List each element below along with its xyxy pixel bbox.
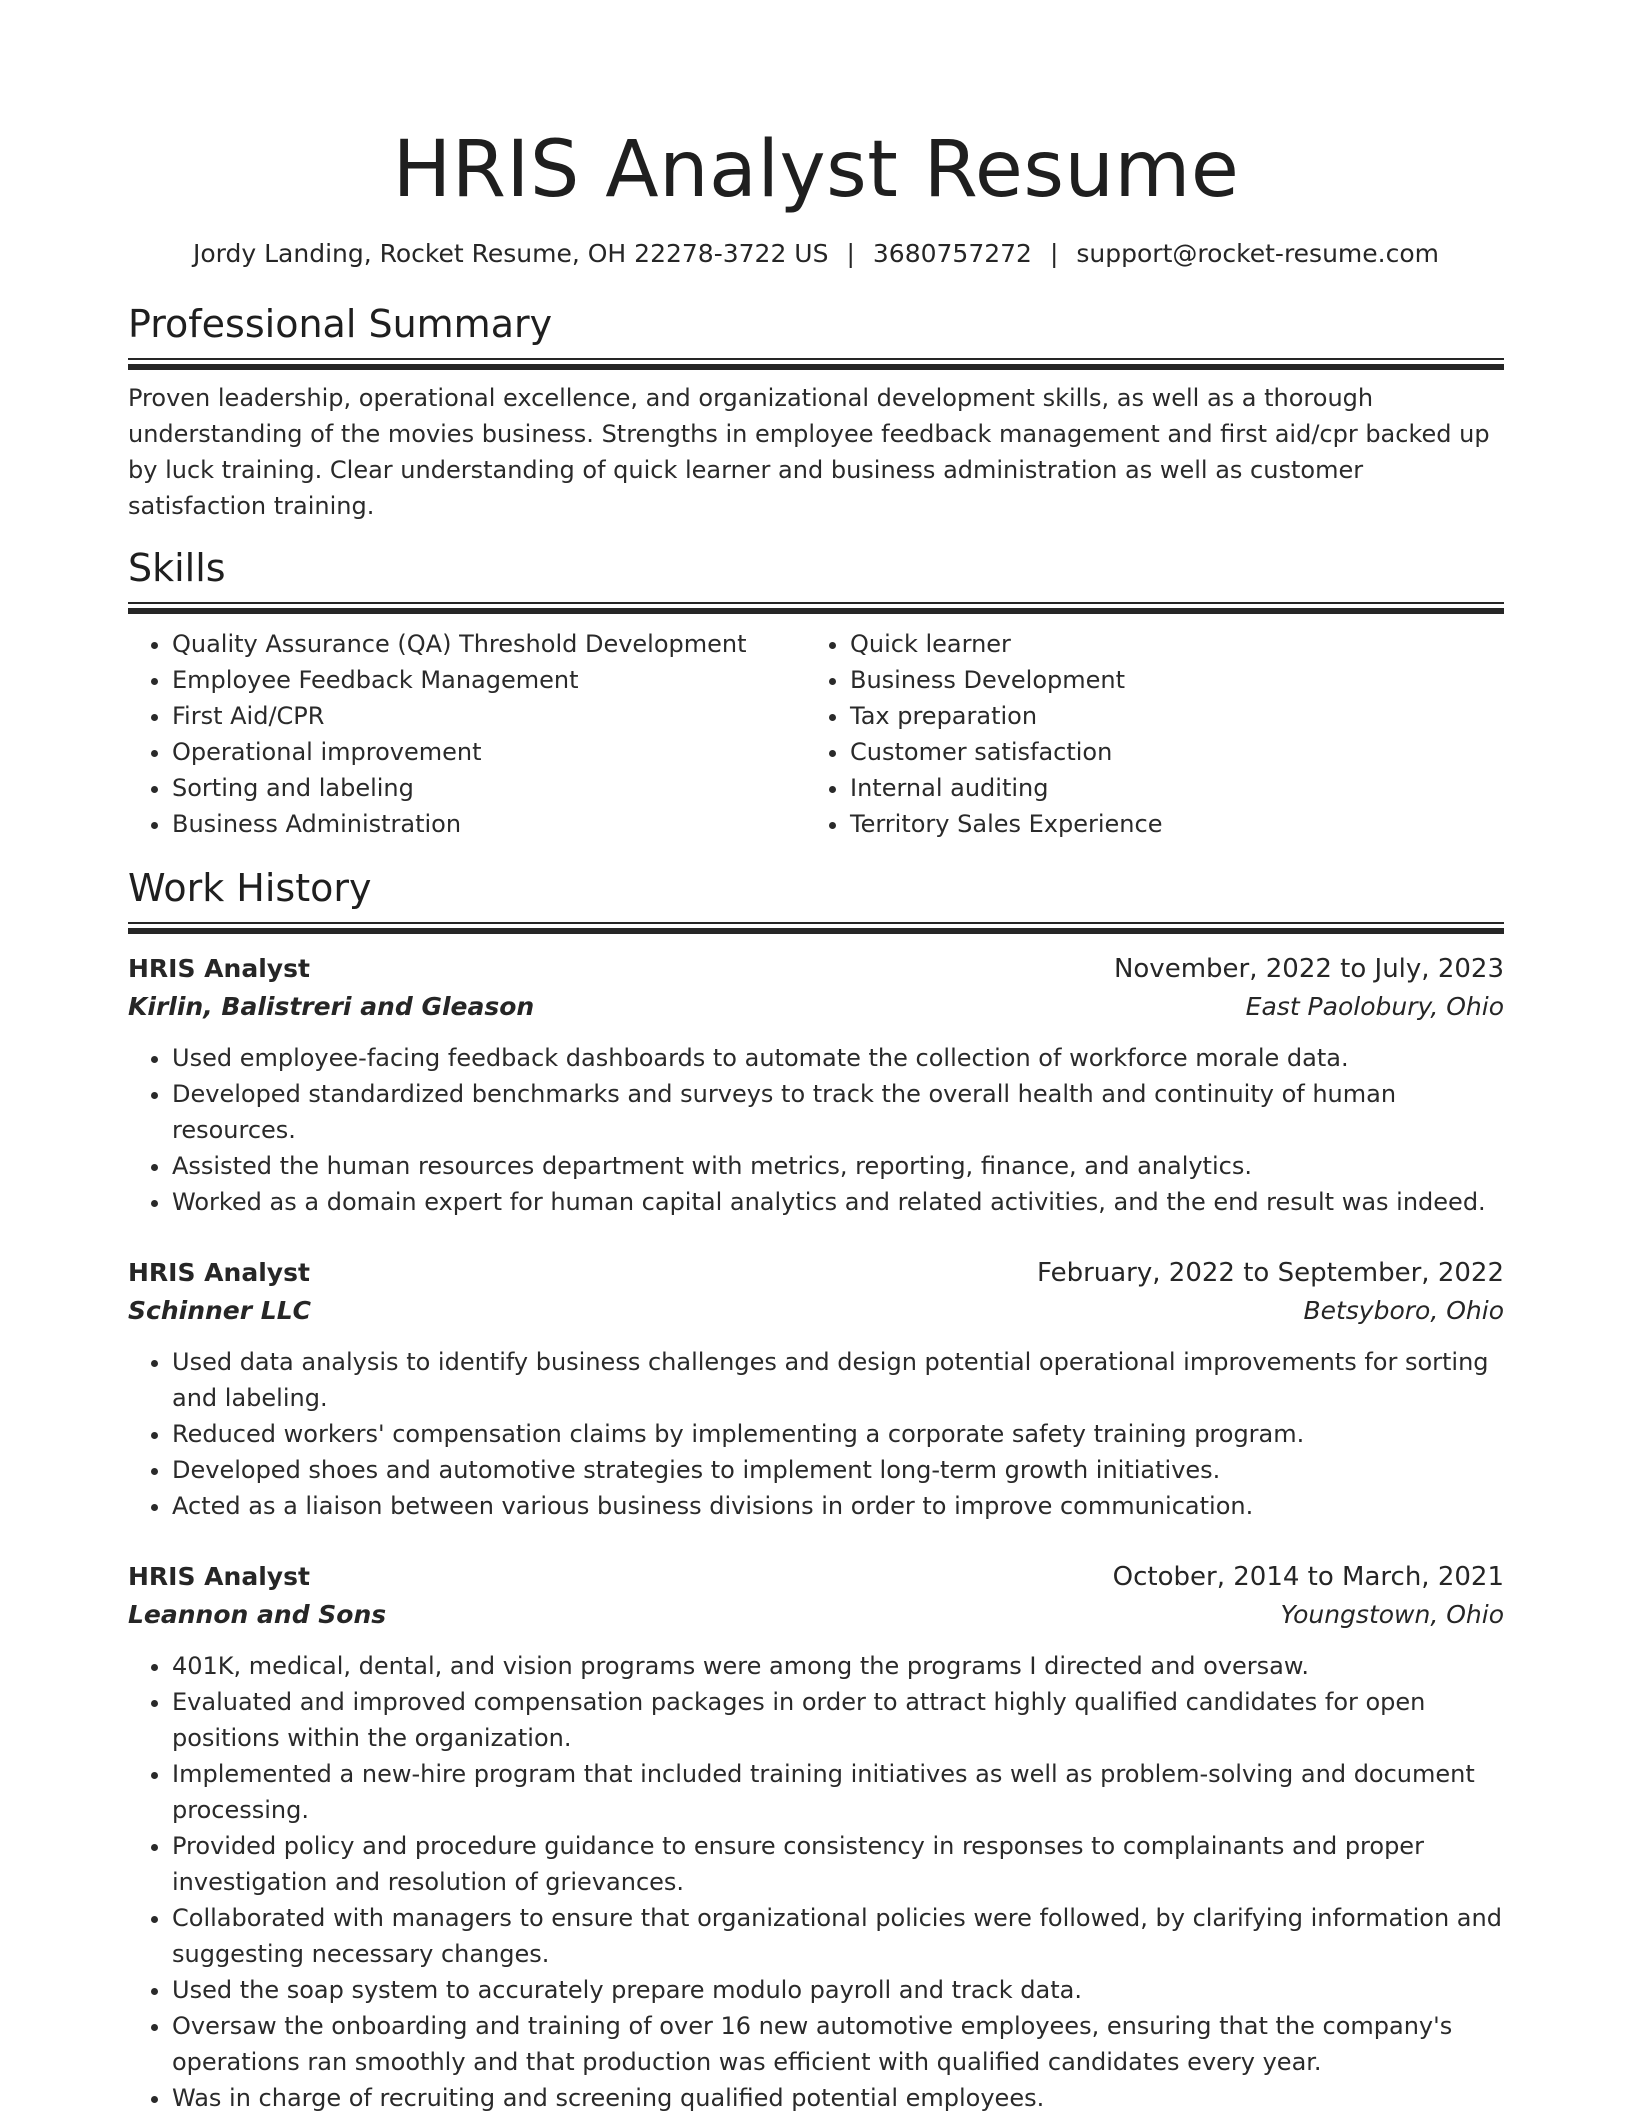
- skill-item: • Quality Assurance (QA) Threshold Development: [172, 626, 806, 662]
- skills-list-left: [128, 626, 806, 842]
- job-header-row: [128, 1254, 1504, 1292]
- contact-address: Jordy Landing, Rocket Resume, OH 22278-3722 US: [192, 239, 829, 268]
- skill-item: • Employee Feedback Management: [172, 662, 806, 698]
- job-bullet: • Oversaw the onboarding and training of over 16 new automotive employees, ensuring that the company's operations ran smoothly and that production was efficient with qualified candidates every year.: [172, 2008, 1504, 2080]
- job-location: Betsyboro, Ohio: [1303, 1296, 1504, 1325]
- job-location: Youngstown, Ohio: [1280, 1600, 1504, 1629]
- job-bullet: • Acted as a liaison between various business divisions in order to improve communication.: [172, 1488, 1504, 1524]
- summary-section: [128, 300, 1504, 524]
- job-bullet: • Reduced workers' compensation claims by implementing a corporate safety training program.: [172, 1416, 1504, 1452]
- skill-item: • Operational improvement: [172, 734, 806, 770]
- skill-item: • Internal auditing: [850, 770, 1484, 806]
- job-dates: February, 2022 to September, 2022: [1037, 1258, 1504, 1288]
- skills-list-right: [806, 626, 1484, 842]
- job-bullet: • Was in charge of recruiting and screening qualified potential employees.: [172, 2080, 1504, 2116]
- skills-section: [128, 544, 1504, 842]
- skills-grid: [128, 626, 1504, 842]
- contact-line: [128, 236, 1504, 272]
- job-company-row: [128, 1292, 1504, 1330]
- job-header-row: [128, 1558, 1504, 1596]
- job-bullet: • Used employee-facing feedback dashboards to automate the collection of workforce morale data.: [172, 1040, 1504, 1076]
- job-bullet: • Developed shoes and automotive strategies to implement long-term growth initiatives.: [172, 1452, 1504, 1488]
- job-bullet: • Used the soap system to accurately prepare modulo payroll and track data.: [172, 1972, 1504, 2008]
- job-bullet: • Collaborated with managers to ensure that organizational policies were followed, by clarifying information and suggesting necessary changes.: [172, 1900, 1504, 1972]
- skill-item: • Sorting and labeling: [172, 770, 806, 806]
- job-bullets: [128, 1648, 1504, 2116]
- job-bullet: • Developed standardized benchmarks and surveys to track the overall health and continuity of human resources.: [172, 1076, 1504, 1148]
- summary-text: Proven leadership, operational excellence, and organizational development skills, as well as a thorough understanding of the movies business. Strengths in employee feedback management and first aid/cpr backed up by luck training. Clear understanding of quick learner and business administration as well as customer satisfaction training.: [128, 384, 1490, 520]
- contact-separator: |: [1049, 239, 1059, 268]
- job-bullets: [128, 1040, 1504, 1220]
- job-bullet: • Provided policy and procedure guidance to ensure consistency in responses to complainants and proper investigation and resolution of grievances.: [172, 1828, 1504, 1900]
- job-bullet: • Assisted the human resources department with metrics, reporting, finance, and analytics.: [172, 1148, 1504, 1184]
- job-entry: [128, 1558, 1504, 2116]
- section-divider: [128, 358, 1504, 370]
- contact-phone: 3680757272: [872, 239, 1032, 268]
- job-bullet: • 401K, medical, dental, and vision programs were among the programs I directed and oversaw.: [172, 1648, 1504, 1684]
- job-bullet: • Used data analysis to identify business challenges and design potential operational improvements for sorting and labeling.: [172, 1344, 1504, 1416]
- skill-item: • Quick learner: [850, 626, 1484, 662]
- work-history-heading: Work History: [128, 866, 372, 910]
- job-title: HRIS Analyst: [128, 1258, 310, 1287]
- resume-title: HRIS Analyst Resume: [392, 125, 1240, 215]
- contact-separator: |: [846, 239, 855, 268]
- job-dates: November, 2022 to July, 2023: [1113, 954, 1504, 984]
- job-title: HRIS Analyst: [128, 954, 310, 983]
- job-bullet: • Evaluated and improved compensation packages in order to attract highly qualified candidates for open positions within the organization.: [172, 1684, 1504, 1756]
- job-entry: [128, 1254, 1504, 1524]
- job-company: Kirlin, Balistreri and Gleason: [128, 992, 535, 1021]
- job-company: Leannon and Sons: [128, 1600, 387, 1629]
- section-divider: [128, 602, 1504, 614]
- skill-item: • Business Administration: [172, 806, 806, 842]
- resume-page: [128, 0, 1504, 2116]
- skill-item: • First Aid/CPR: [172, 698, 806, 734]
- job-title: HRIS Analyst: [128, 1562, 310, 1591]
- job-company-row: [128, 988, 1504, 1026]
- job-bullet: • Implemented a new-hire program that included training initiatives as well as problem-solving and document processing.: [172, 1756, 1504, 1828]
- contact-email: support@rocket-resume.com: [1076, 239, 1440, 268]
- job-company: Schinner LLC: [128, 1296, 311, 1325]
- job-dates: October, 2014 to March, 2021: [1112, 1562, 1504, 1592]
- section-divider: [128, 922, 1504, 934]
- work-history-section: [128, 864, 1504, 2116]
- skill-item: • Customer satisfaction: [850, 734, 1484, 770]
- job-company-row: [128, 1596, 1504, 1634]
- job-location: East Paolobury, Ohio: [1245, 992, 1504, 1021]
- skill-item: • Territory Sales Experience: [850, 806, 1484, 842]
- job-header-row: [128, 950, 1504, 988]
- job-bullet: • Worked as a domain expert for human capital analytics and related activities, and the end result was indeed.: [172, 1184, 1504, 1220]
- skill-item: • Business Development: [850, 662, 1484, 698]
- skill-item: • Tax preparation: [850, 698, 1484, 734]
- job-bullets: [128, 1344, 1504, 1524]
- job-entry: [128, 950, 1504, 1220]
- skills-heading: Skills: [128, 546, 226, 590]
- summary-heading: Professional Summary: [128, 302, 553, 346]
